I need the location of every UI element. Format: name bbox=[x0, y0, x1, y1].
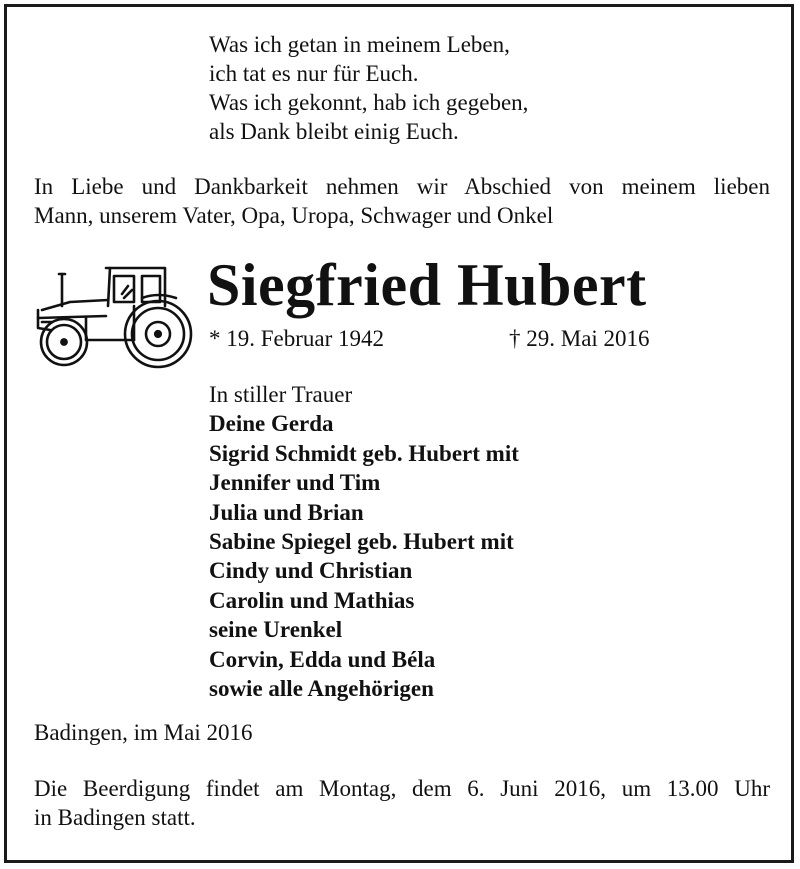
poem-line: Was ich getan in meinem Leben, bbox=[209, 32, 510, 57]
intro-text bbox=[34, 172, 770, 230]
mourner-name: Corvin, Edda und Béla bbox=[209, 646, 436, 672]
mourner-name: Deine Gerda bbox=[209, 411, 334, 437]
poem-line: Was ich gekonnt, hab ich gegeben, bbox=[209, 90, 529, 115]
intro-line: Mann, unserem Vater, Opa, Uropa, Schwager und Onkel bbox=[34, 203, 554, 228]
mourners-heading: In stiller Trauer bbox=[209, 382, 353, 407]
mourner-name: sowie alle Angehörigen bbox=[209, 676, 434, 702]
death-date: † 29. Mai 2016 bbox=[509, 326, 650, 351]
funeral-line: Die Beerdigung findet am Montag, dem 6. Juni 2016, um 13.00 Uhr bbox=[34, 776, 770, 801]
mourner-name: Cindy und Christian bbox=[209, 558, 413, 584]
mourner-name: Julia und Brian bbox=[209, 499, 364, 525]
place-date: Badingen, im Mai 2016 bbox=[34, 720, 253, 745]
funeral-info bbox=[34, 774, 770, 832]
deceased-name: Siegfried Hubert bbox=[207, 252, 647, 318]
tractor-icon bbox=[30, 262, 195, 372]
birth-date: * 19. Februar 1942 bbox=[209, 326, 385, 351]
poem bbox=[209, 30, 528, 146]
mourner-name: Carolin und Mathias bbox=[209, 587, 415, 613]
intro-line: In Liebe und Dankbarkeit nehmen wir Abschied von meinem lieben bbox=[34, 174, 770, 199]
mourner-name: Jennifer und Tim bbox=[209, 470, 381, 496]
mourner-name: Sabine Spiegel geb. Hubert mit bbox=[209, 529, 514, 555]
mourner-name: seine Urenkel bbox=[209, 617, 343, 643]
funeral-line: in Badingen statt. bbox=[34, 805, 196, 830]
mourners-list bbox=[209, 380, 519, 703]
mourner-name: Sigrid Schmidt geb. Hubert mit bbox=[209, 440, 519, 466]
poem-line: ich tat es nur für Euch. bbox=[209, 61, 419, 86]
poem-line: als Dank bleibt einig Euch. bbox=[209, 119, 459, 144]
